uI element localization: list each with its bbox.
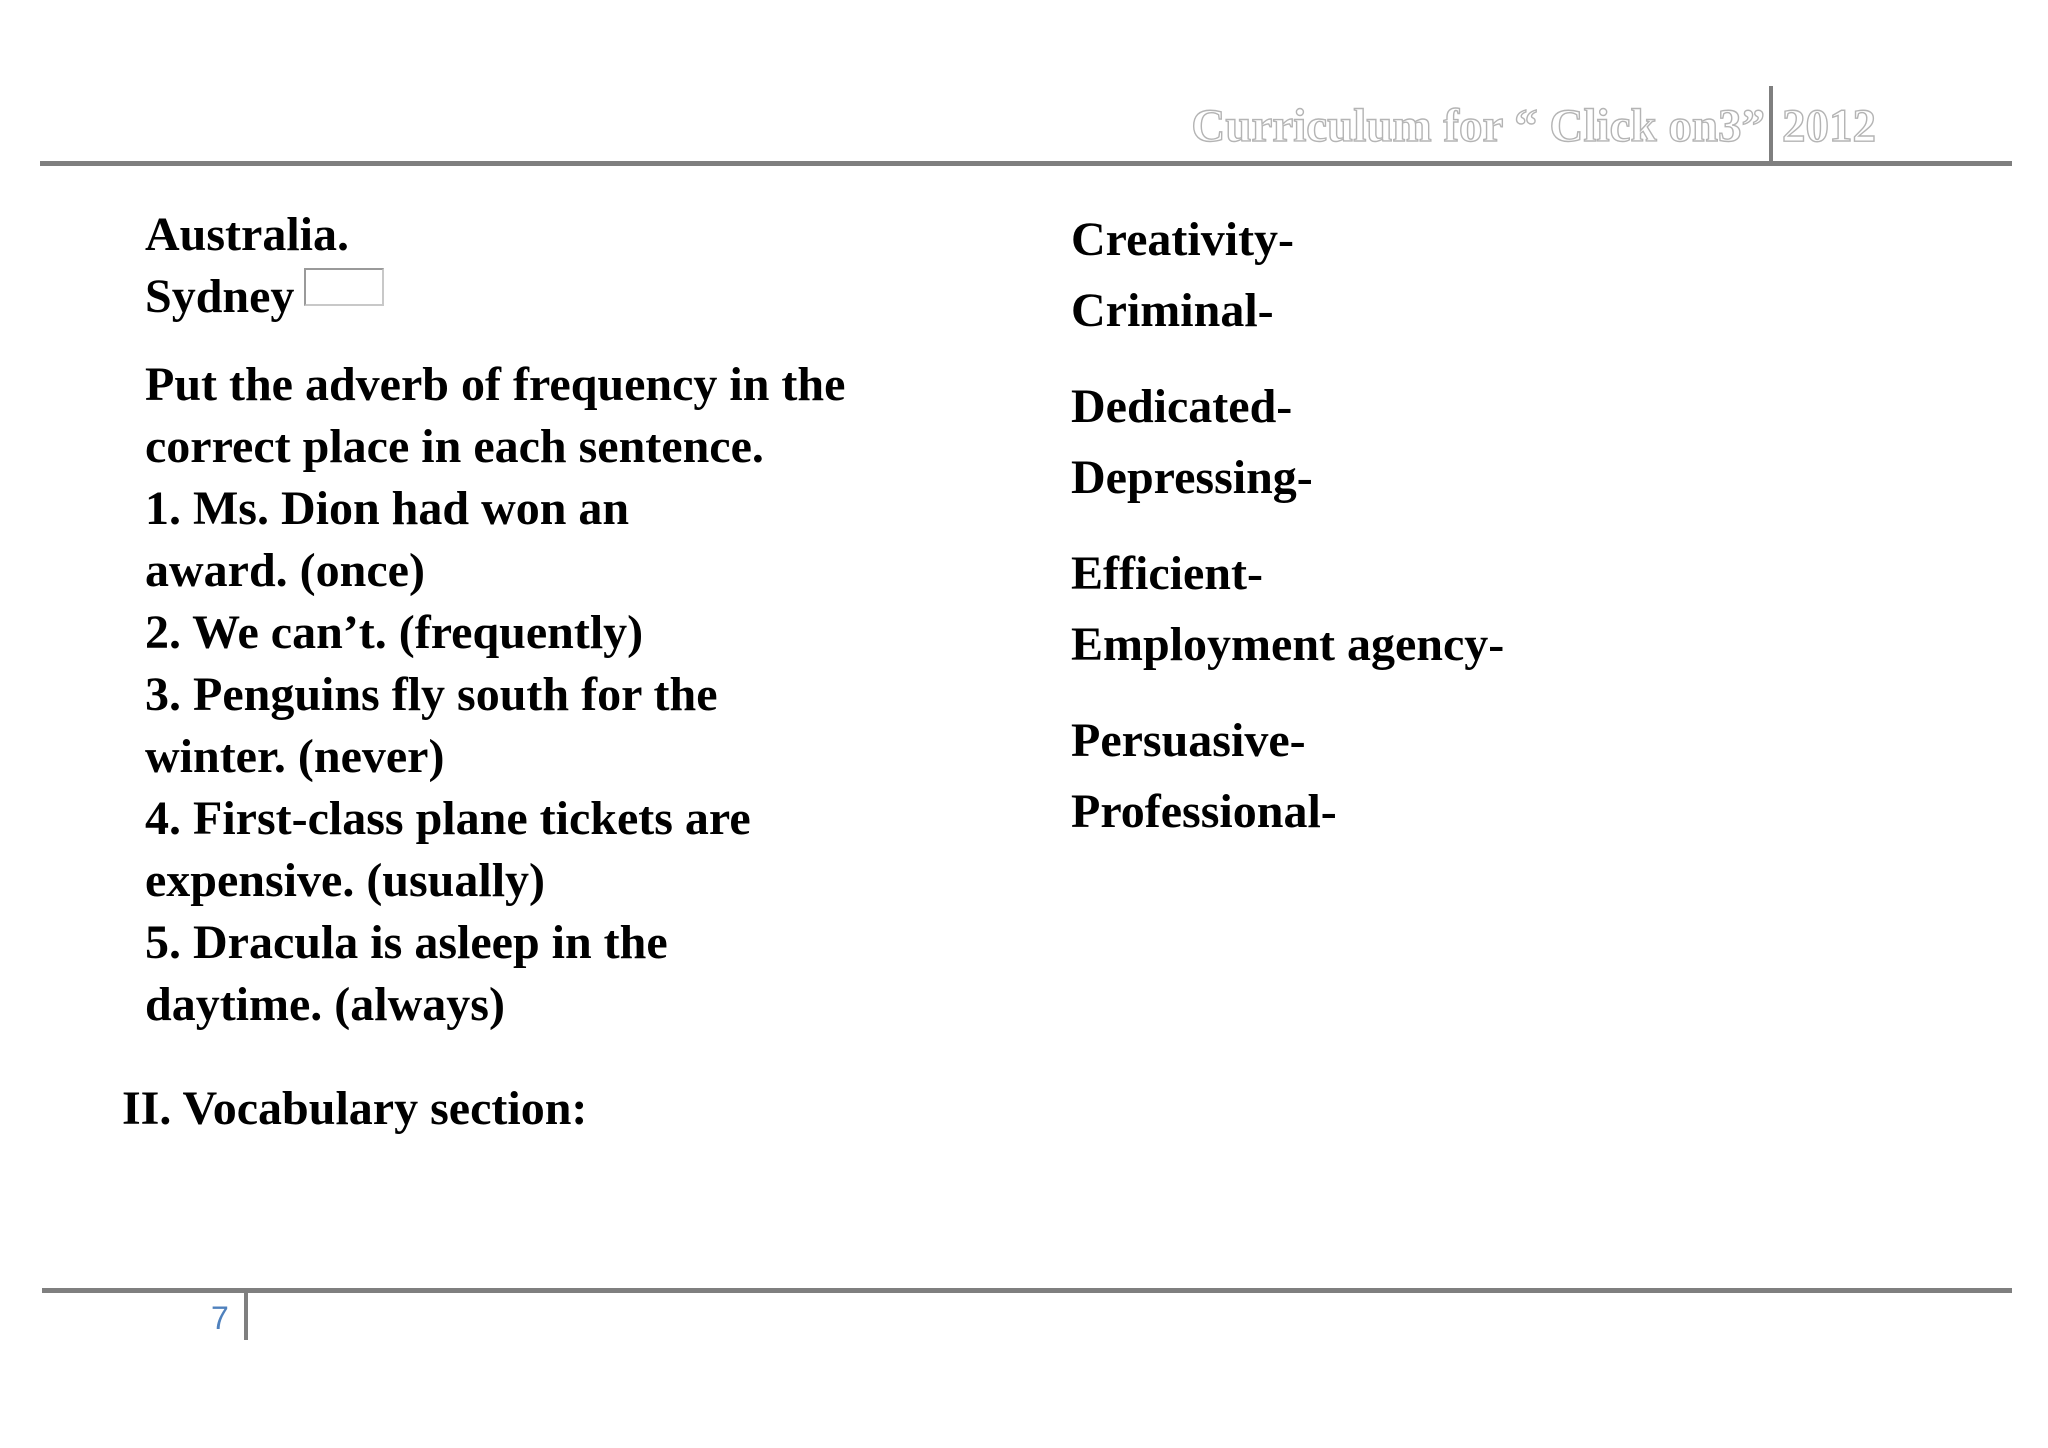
header-rule (40, 161, 2012, 166)
vocab-item: Creativity- (1071, 213, 1295, 266)
instruction-line-2: correct place in each sentence. (145, 420, 764, 473)
exercise-item-4-cont: expensive. (usually) (145, 854, 546, 907)
vocab-item: Efficient- (1071, 547, 1263, 600)
footer-rule (42, 1288, 2012, 1293)
vocab-item: Dedicated- (1071, 380, 1293, 433)
vocab-item: Depressing- (1071, 451, 1313, 504)
vocab-item: Professional- (1071, 785, 1337, 838)
exercise-item-1: 1. Ms. Dion had won an (145, 482, 630, 535)
text-australia: Australia. (145, 208, 349, 261)
instruction-line-1: Put the adverb of frequency in the (145, 358, 846, 411)
vocabulary-list (1071, 204, 1871, 847)
footer-divider (244, 1292, 248, 1340)
header-title: Curriculum for “ Click on3” (1191, 100, 1765, 152)
exercise-item-5-cont: daytime. (always) (145, 978, 505, 1031)
vocab-item: Employment agency- (1071, 618, 1505, 671)
header-divider (1769, 86, 1773, 162)
exercise-item-1-cont: award. (once) (145, 544, 425, 597)
section-heading: II. Vocabulary section: (122, 1082, 588, 1135)
exercise-item-2: 2. We can’t. (frequently) (145, 606, 644, 659)
text-sydney-line (145, 266, 975, 328)
exercise-item-4: 4. First-class plane tickets are (145, 792, 751, 845)
page-header (0, 0, 2048, 170)
answer-box[interactable] (304, 268, 384, 306)
exercise-item-5: 5. Dracula is asleep in the (145, 916, 668, 969)
vocab-item: Criminal- (1071, 284, 1274, 337)
exercise-item-3-cont: winter. (never) (145, 730, 445, 783)
page-number: 7 (211, 1300, 229, 1336)
header-year: 2012 (1782, 100, 1876, 152)
left-column (145, 204, 975, 1036)
vocab-item: Persuasive- (1071, 714, 1306, 767)
exercise-item-3: 3. Penguins fly south for the (145, 668, 718, 721)
text-sydney: Sydney (145, 270, 295, 323)
